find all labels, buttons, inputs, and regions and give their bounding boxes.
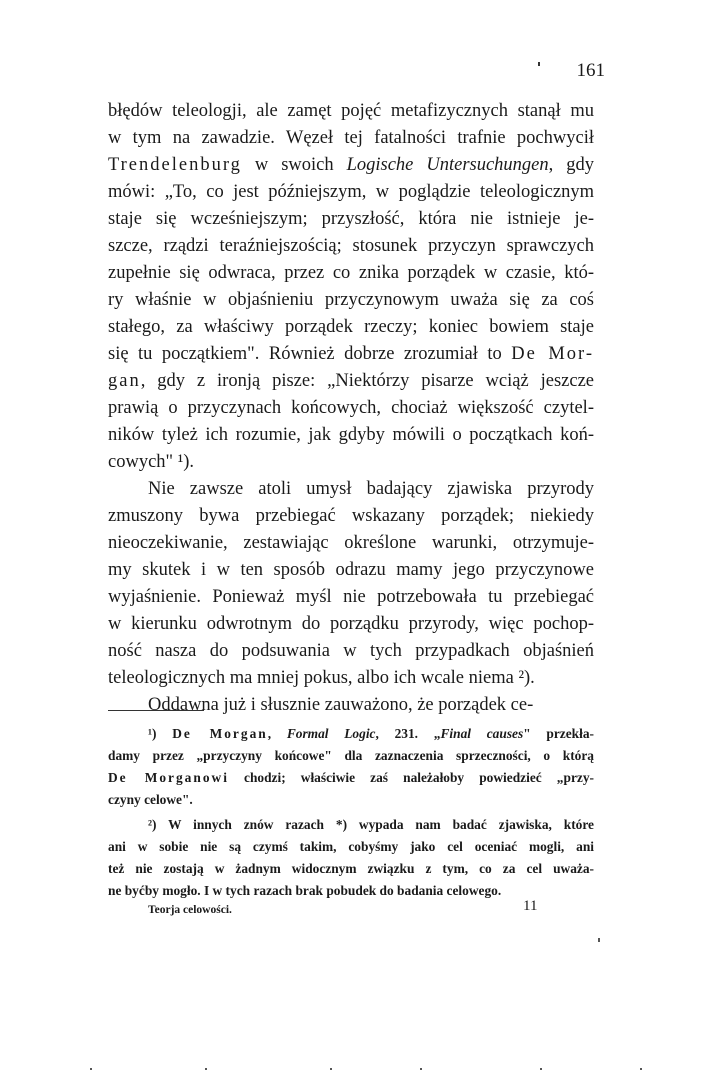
footnote-line: czyny celowe". bbox=[108, 792, 193, 807]
text-fragment: " przekła- bbox=[523, 726, 594, 741]
spaced-name: gan bbox=[108, 371, 141, 391]
spaced-name: De Morganowi bbox=[108, 770, 229, 785]
text-fragment: , gdy bbox=[548, 155, 594, 175]
text-line: cowych" ¹). bbox=[108, 452, 195, 472]
sheet-number: 11 bbox=[523, 898, 538, 914]
text-line: mówi: „To, co jest późniejszym, w poglądzie teleologicznym bbox=[108, 182, 594, 202]
text-line: wyjaśnienie. Ponieważ myśl nie potrzebowała tu przebiegać bbox=[108, 587, 594, 607]
text-line: ność nasza do podsuwania w tych przypadkach objaśnień bbox=[108, 641, 594, 661]
text-line: ry właśnie w objaśnieniu przyczynowym uważa się za coś bbox=[108, 290, 594, 310]
spaced-name: De Morgan bbox=[172, 726, 268, 741]
text-line: prawią o przyczynach końcowych, chociaż większość czytel- bbox=[108, 398, 594, 418]
footnote-line: ani w sobie nie są czymś takim, cobyśmy jako cel oceniać mogli, ani bbox=[108, 839, 594, 854]
text-line: stałego, za właściwy porządek rzeczy; koniec bowiem staje bbox=[108, 317, 594, 337]
text-line: w kierunku odwrotnym do porządku przyrody, więc pochop- bbox=[108, 614, 594, 634]
speck bbox=[205, 1068, 207, 1070]
text-line bbox=[108, 368, 594, 395]
text-line: błędów teleologji, ale zamęt pojęć metafizycznych stanął mu bbox=[108, 101, 594, 121]
text-line: Oddawna już i słusznie zauważono, że porządek ce- bbox=[148, 695, 534, 715]
speck bbox=[90, 1068, 92, 1070]
text-line: zmuszony bywa przebiegać wskazany porządek; niekiedy bbox=[108, 506, 594, 526]
footnote-line bbox=[108, 768, 594, 788]
text-line: Nie zawsze atoli umysł badający zjawiska przyrody bbox=[148, 479, 594, 499]
text-line bbox=[108, 341, 594, 368]
text-line: staje się wcześniejszym; przyszłość, która nie istnieje je- bbox=[108, 209, 594, 229]
text-fragment: , gdy z ironją pisze: „Niektórzy pisarze wciąż jeszcze bbox=[140, 371, 594, 391]
text-fragment: , 231. „ bbox=[375, 726, 441, 741]
text-line: ników tyleż ich rozumie, jak gdyby mówili o początkach koń- bbox=[108, 425, 594, 445]
text-line: szcze, rządzi teraźniejszością; stosunek przyczyn sprawczych bbox=[108, 236, 594, 256]
text-line: w tym na zawadzie. Węzeł tej fatalności trafnie pochwycił bbox=[108, 128, 594, 148]
speck bbox=[598, 938, 600, 942]
footnote-line: damy przez „przyczyny końcowe" dla zaznaczenia sprzeczności, o którą bbox=[108, 748, 594, 763]
footnote-line: ²) W innych znów razach *) wypada nam badać zjawiska, które bbox=[148, 817, 594, 832]
footnote-marker: ¹) bbox=[148, 726, 173, 741]
text-fragment: , bbox=[267, 726, 287, 741]
text-line: zupełnie się odwraca, przez co znika porządek w czasie, któ- bbox=[108, 263, 594, 283]
footnote-line: też nie zostają w żadnym widocznym związku z tym, co za cel uważa- bbox=[108, 861, 594, 876]
text-fragment: w swoich bbox=[241, 155, 347, 175]
footnote-line bbox=[148, 724, 594, 744]
speck bbox=[640, 1068, 642, 1070]
spaced-name: Trendelenburg bbox=[108, 155, 242, 175]
text-line: nieoczekiwanie, zestawiając określone warunki, otrzymuje- bbox=[108, 533, 594, 553]
stray-mark bbox=[538, 62, 540, 66]
speck bbox=[330, 1068, 332, 1070]
text-line: my skutek i w ten sposób odrazu mamy jego przyczynowe bbox=[108, 560, 594, 580]
quoted-term: Final causes bbox=[440, 726, 524, 741]
book-title: Logische Untersuchungen bbox=[346, 155, 549, 175]
footnote-line: ne byćby mogło. I w tych razach brak pobudek do badania celowego. bbox=[108, 883, 502, 898]
speck bbox=[540, 1068, 542, 1070]
text-line: teleologicznych ma mniej pokus, albo ich wcale niema ²). bbox=[108, 668, 535, 688]
speck bbox=[420, 1068, 422, 1070]
text-line bbox=[108, 152, 594, 179]
printer-signature: Teorja celowości. bbox=[148, 904, 232, 916]
page-number: 161 bbox=[576, 60, 605, 81]
text-fragment: chodzi; właściwie zaś należałoby powiedzieć „przy- bbox=[228, 770, 594, 785]
book-title: Formal Logic bbox=[286, 726, 376, 741]
text-fragment: się tu początkiem". Również dobrze zrozumiał to bbox=[108, 344, 512, 364]
spaced-name: De Mor- bbox=[511, 344, 594, 364]
footnote-separator bbox=[108, 710, 204, 711]
